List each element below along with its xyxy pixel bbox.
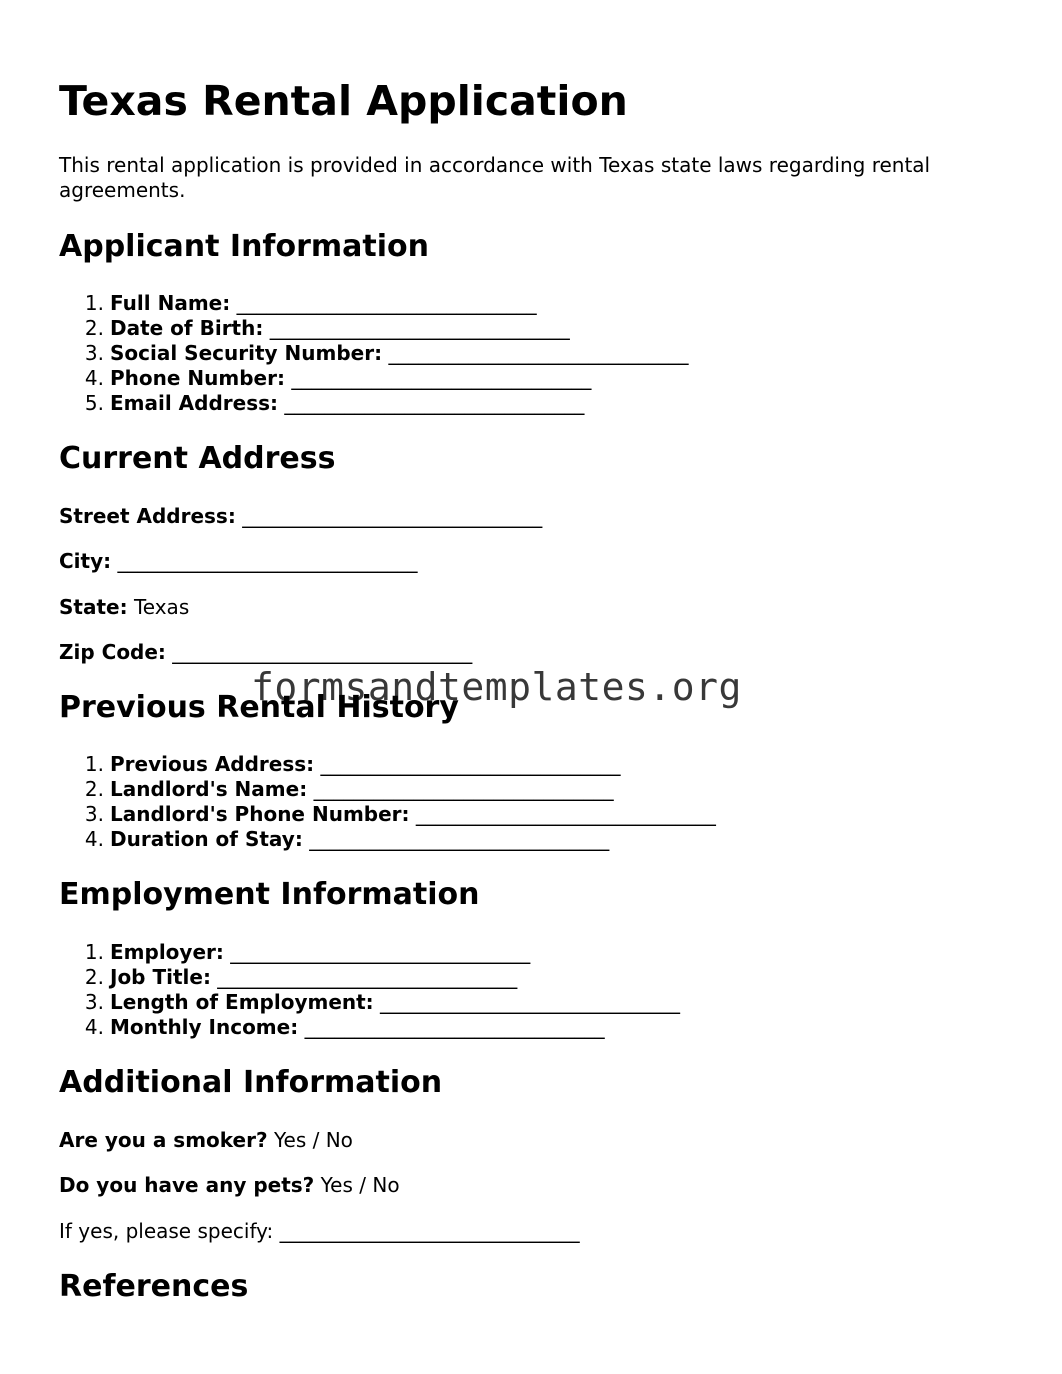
list-item: 2. Date of Birth: ______________________________ xyxy=(84,316,570,340)
zip-code-blank[interactable]: ______________________________ xyxy=(172,640,473,664)
field-label: Date of Birth: xyxy=(110,316,264,340)
section-heading-additional: Additional Information xyxy=(59,1065,443,1100)
field-label: Phone Number: xyxy=(110,366,285,390)
city-field: City: ______________________________ xyxy=(59,549,418,573)
landlord-phone-blank[interactable]: ______________________________ xyxy=(415,802,716,826)
state-field: State: Texas xyxy=(59,595,190,619)
pets-specify-field: If yes, please specify: ______________________________ xyxy=(59,1219,580,1243)
zip-code-field: Zip Code: ______________________________ xyxy=(59,640,473,664)
job-title-blank[interactable]: ______________________________ xyxy=(217,965,518,989)
street-address-field: Street Address: ______________________________ xyxy=(59,504,543,528)
smoker-options[interactable]: Yes / No xyxy=(273,1128,353,1152)
field-label: Duration of Stay: xyxy=(110,827,303,851)
list-item: 3. Landlord's Phone Number: ______________________________ xyxy=(84,802,716,826)
list-item: 3. Length of Employment: ______________________________ xyxy=(84,990,681,1014)
field-label: Email Address: xyxy=(110,391,279,415)
employment-list xyxy=(59,940,680,1040)
section-heading-references: References xyxy=(59,1269,249,1304)
full-name-blank[interactable]: ______________________________ xyxy=(236,291,537,315)
section-heading-previous-rental: Previous Rental History xyxy=(59,690,459,725)
field-label: Employer: xyxy=(110,940,224,964)
section-heading-applicant: Applicant Information xyxy=(59,229,429,264)
watermark: formsandtemplates.org xyxy=(251,665,742,709)
email-address-blank[interactable]: ______________________________ xyxy=(284,391,585,415)
monthly-income-blank[interactable]: ______________________________ xyxy=(304,1015,605,1039)
page-title: Texas Rental Application xyxy=(59,77,628,125)
smoker-question: Are you a smoker? Yes / No xyxy=(59,1128,353,1152)
field-label: Previous Address: xyxy=(110,752,315,776)
pets-question: Do you have any pets? Yes / No xyxy=(59,1173,400,1197)
street-address-blank[interactable]: ______________________________ xyxy=(242,504,543,528)
section-heading-employment: Employment Information xyxy=(59,877,480,912)
intro-paragraph: This rental application is provided in accordance with Texas state laws regarding rental agreements. xyxy=(59,153,931,202)
list-item: 1. Previous Address: ______________________________ xyxy=(84,752,621,776)
previous-address-blank[interactable]: ______________________________ xyxy=(320,752,621,776)
list-item: 4. Duration of Stay: ______________________________ xyxy=(84,827,610,851)
list-item: 2. Job Title: ______________________________ xyxy=(84,965,518,989)
employer-blank[interactable]: ______________________________ xyxy=(230,940,531,964)
list-item: 1. Employer: ______________________________ xyxy=(84,940,531,964)
length-of-employment-blank[interactable]: ______________________________ xyxy=(380,990,681,1014)
date-of-birth-blank[interactable]: ______________________________ xyxy=(269,316,570,340)
state-value: Texas xyxy=(133,595,190,619)
list-item: 2. Landlord's Name: ______________________________ xyxy=(84,777,614,801)
list-item: 5. Email Address: ______________________________ xyxy=(84,391,585,415)
applicant-list xyxy=(59,291,688,416)
list-item: 4. Monthly Income: ______________________________ xyxy=(84,1015,605,1039)
previous-rental-list xyxy=(59,752,716,852)
ssn-blank[interactable]: ______________________________ xyxy=(388,341,689,365)
city-blank[interactable]: ______________________________ xyxy=(117,549,418,573)
field-label: Full Name: xyxy=(110,291,231,315)
list-item: 4. Phone Number: ______________________________ xyxy=(84,366,592,390)
list-item: 3. Social Security Number: ______________________________ xyxy=(84,341,689,365)
field-label: Job Title: xyxy=(110,965,211,989)
field-label: Landlord's Phone Number: xyxy=(110,802,410,826)
field-label: Monthly Income: xyxy=(110,1015,299,1039)
phone-number-blank[interactable]: ______________________________ xyxy=(291,366,592,390)
list-item: 1. Full Name: ______________________________ xyxy=(84,291,537,315)
field-label: Length of Employment: xyxy=(110,990,374,1014)
section-heading-current-address: Current Address xyxy=(59,441,336,476)
pets-options[interactable]: Yes / No xyxy=(320,1173,400,1197)
landlord-name-blank[interactable]: ______________________________ xyxy=(313,777,614,801)
field-label: Social Security Number: xyxy=(110,341,383,365)
field-label: Landlord's Name: xyxy=(110,777,308,801)
duration-of-stay-blank[interactable]: ______________________________ xyxy=(309,827,610,851)
pets-specify-blank[interactable]: ______________________________ xyxy=(279,1219,580,1243)
